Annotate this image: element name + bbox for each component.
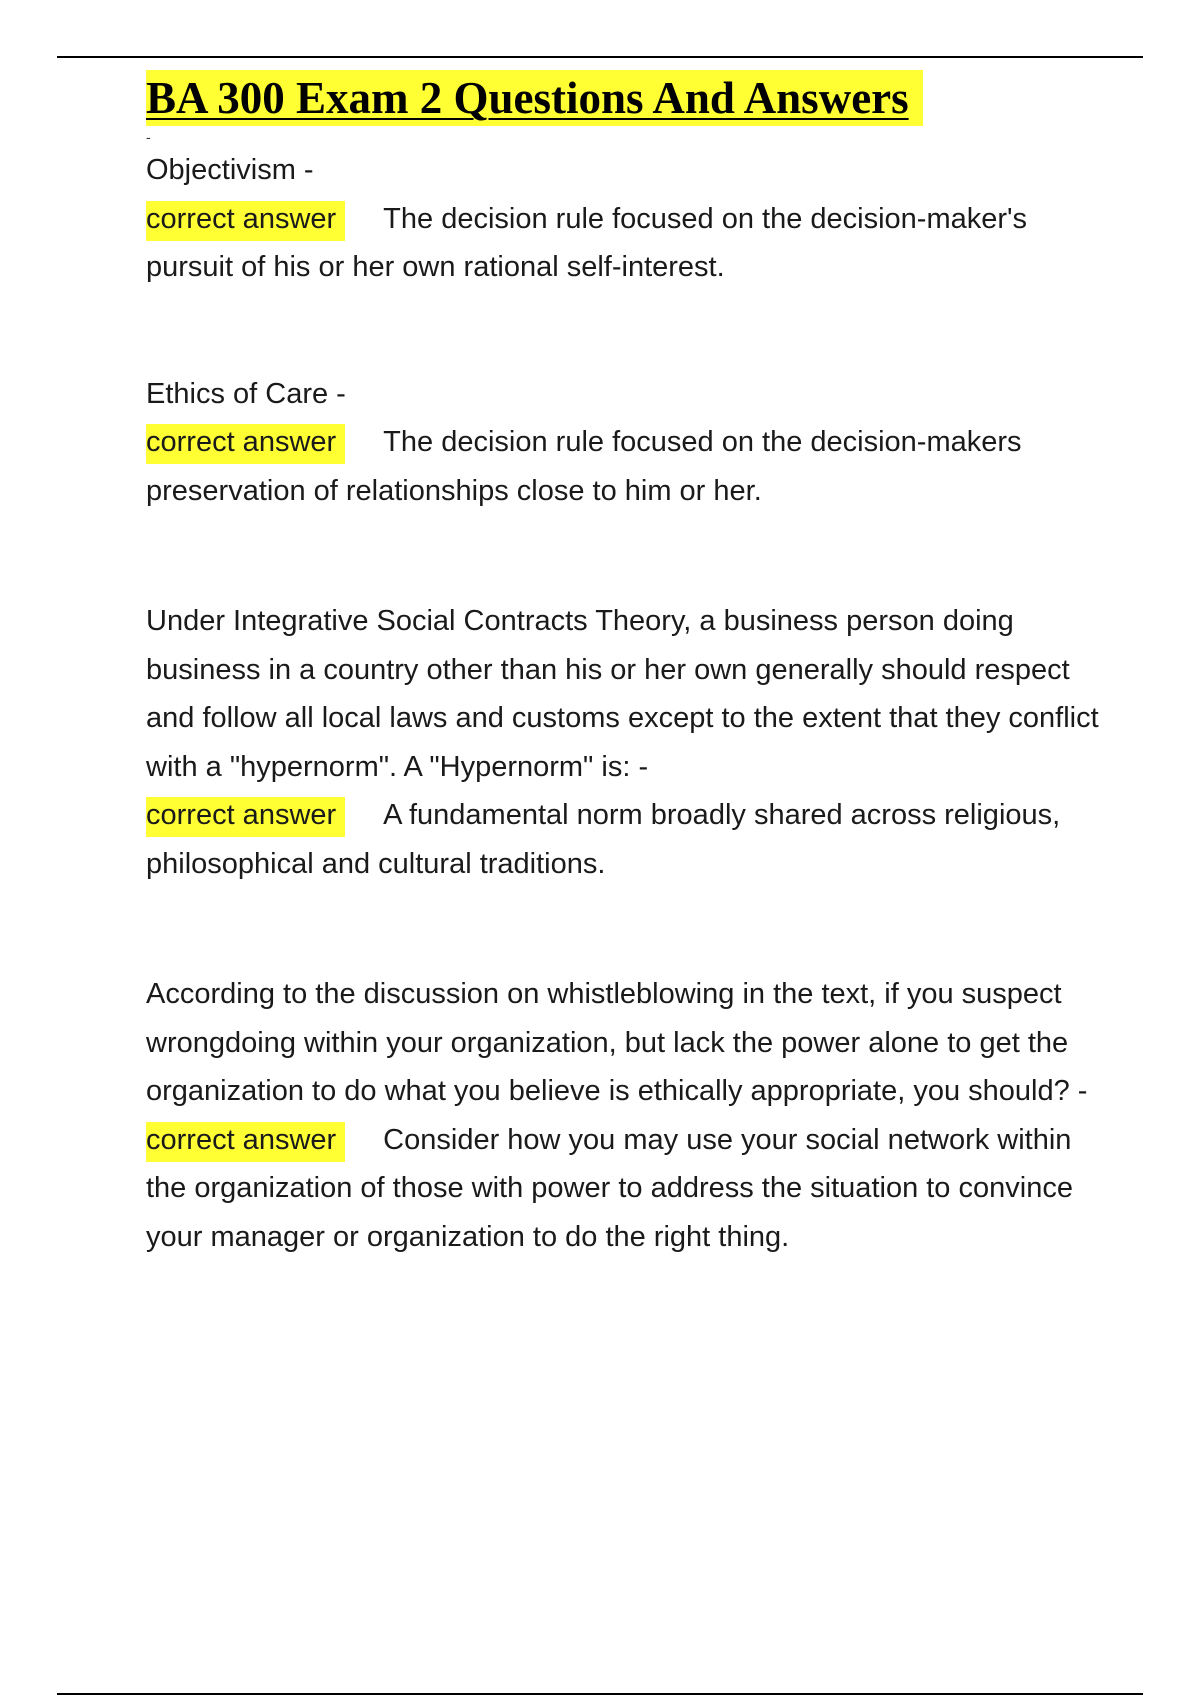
- answer-paragraph: [146, 418, 1106, 515]
- bottom-rule: [57, 1693, 1143, 1695]
- answer-label: correct answer: [146, 797, 345, 837]
- answer-text: The decision rule focused on the decision-maker's pursuit of his or her own rational self-interest.: [146, 202, 1028, 283]
- qa-item: [146, 970, 1106, 1261]
- answer-text: A fundamental norm broadly shared across religious, philosophical and cultural traditions.: [146, 799, 1061, 880]
- qa-item: [146, 370, 1106, 516]
- answer-label: correct answer: [146, 201, 345, 241]
- answer-label: correct answer: [146, 1122, 345, 1162]
- question-text: Ethics of Care -: [146, 377, 346, 410]
- top-rule: [57, 56, 1143, 58]
- answer-paragraph: [146, 791, 1106, 888]
- answer-paragraph: [146, 1116, 1106, 1262]
- document-body: [146, 70, 1106, 1261]
- question-text: Objectivism -: [146, 154, 314, 186]
- answer-text: Consider how you may use your social network within the organization of those with power to address the situation to convince your manager or organization to do the right thing.: [146, 1123, 1073, 1253]
- answer-paragraph: [146, 195, 1106, 292]
- answer-label: correct answer: [146, 424, 345, 464]
- question-text: According to the discussion on whistleblowing in the text, if you suspect wrongdoing within your organization, but lack the power alone to get the organization to do what you believe is ethically appropriate, you should? -: [146, 978, 1088, 1107]
- qa-item: [146, 597, 1106, 888]
- title-trailing-mark: -: [146, 129, 151, 145]
- page-title: BA 300 Exam 2 Questions And Answers: [146, 70, 923, 126]
- qa-item: [146, 146, 1106, 292]
- question-text: Under Integrative Social Contracts Theory, a business person doing business in a country other than his or her own generally should respect and follow all local laws and customs except to the extent that they conflict with a "hypernorm". A "Hypernorm" is: -: [146, 605, 1099, 783]
- page-title-wrap: [146, 70, 1106, 126]
- answer-text: The decision rule focused on the decision-makers preservation of relationships close to him or her.: [146, 426, 1022, 507]
